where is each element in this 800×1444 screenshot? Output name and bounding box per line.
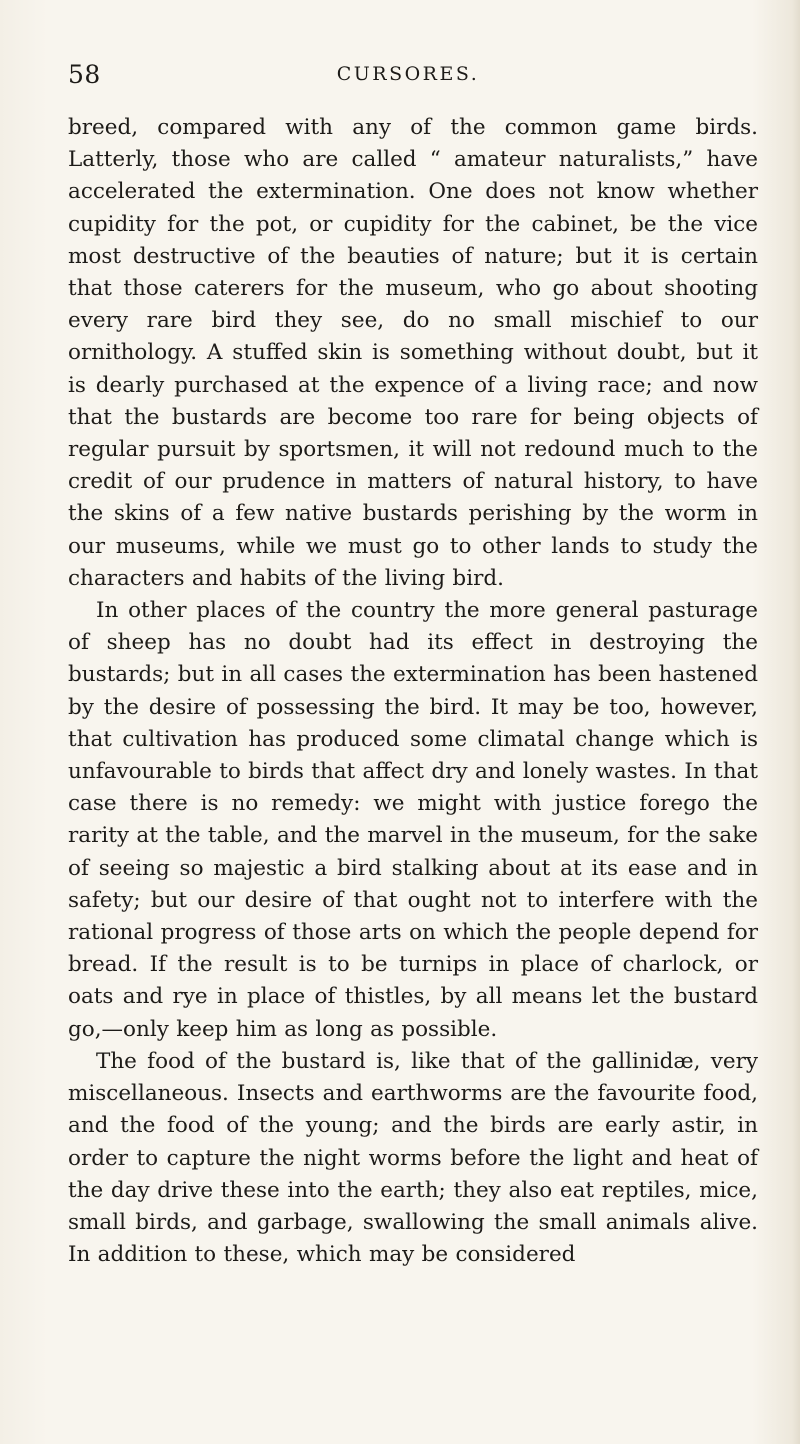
paragraph-sheep-pasturage: In other places of the country the more general pasturage of sheep has no doubt had its effect in destroying the bustards; but in all cases the extermination has been hastened by the desire of possessing the bird. It may be too, however, that cultivation has produced some climatal change which is unfavourable to birds that affect dry and lonely wastes. In that case there is no remedy: we might with justice forego the rarity at the table, and the marvel in the museum, for the sake of seeing so majestic a bird stalking about at its ease and in safety; but our desire of that ought not to interfere with the rational progress of those arts on which the people depend for bread. If the result is to be turnips in place of charlock, or oats and rye in place of thistles, by all means let the bustard go,—only keep him as long as possible. <box>68 598 758 1042</box>
running-head: CURSORES. <box>336 63 480 85</box>
body-text <box>68 112 758 1271</box>
paragraph-continued: breed, compared with any of the common game birds. Latterly, those who are called “ amateur naturalists,” have accelerated the extermination. One does not know whether cupidity for the pot, or cupidity for the cabinet, be the vice most destructive of the beauties of nature; but it is certain that those caterers for the museum, who go about shooting every rare bird they see, do no small mischief to our ornithology. A stuffed skin is something without doubt, but it is dearly purchased at the expence of a living race; and now that the bustards are become too rare for being objects of regular pursuit by sportsmen, it will not redound much to the credit of our prudence in matters of natural history, to have the skins of a few native bustards perishing by the worm in our museums, while we must go to other lands to study the characters and habits of the living bird. <box>68 115 758 591</box>
paragraph-bustard-food: The food of the bustard is, like that of the gallinidæ, very miscellaneous. Insects and earthworms are the favourite food, and the food of the young; and the birds are early astir, in order to capture the night worms before the light and heat of the day drive these into the earth; they also eat reptiles, mice, small birds, and garbage, swallowing the small animals alive. In addition to these, which may be considered <box>68 1048 758 1268</box>
page-number: 58 <box>68 60 101 89</box>
page-header <box>68 60 748 94</box>
